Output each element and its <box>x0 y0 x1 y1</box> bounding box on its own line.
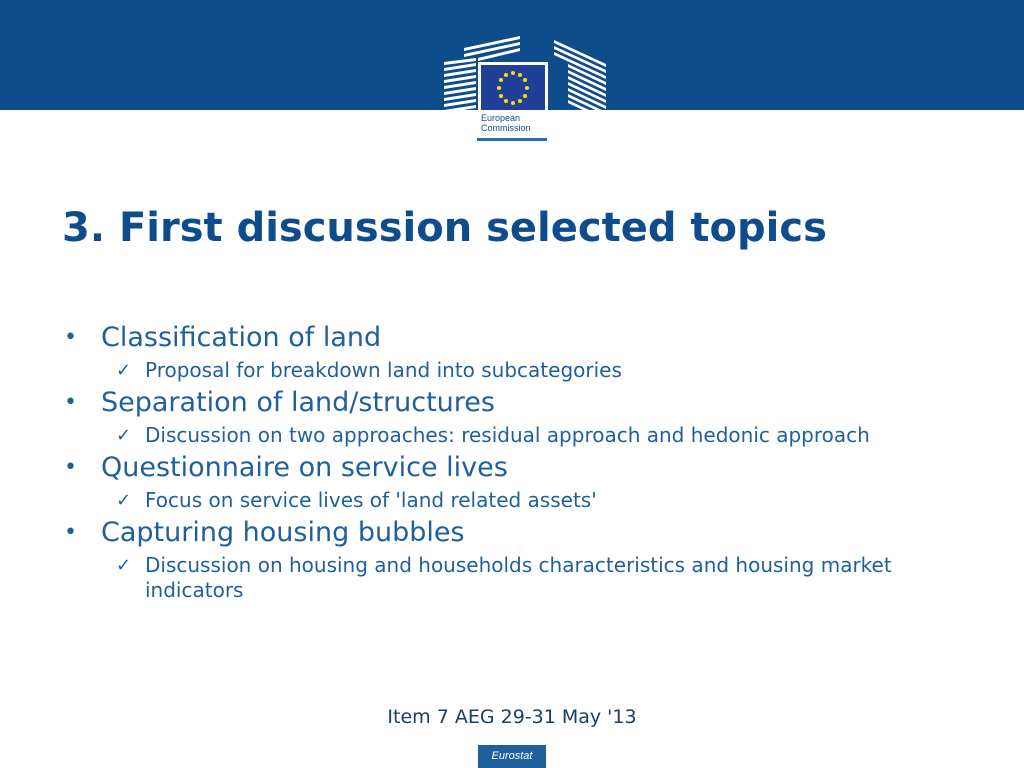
sub-bullet-list <box>101 553 962 603</box>
sub-bullet-list <box>101 423 962 448</box>
bullet-item <box>62 450 962 513</box>
bullet-item <box>62 320 962 383</box>
bullet-dot-icon: • <box>64 390 77 415</box>
european-commission-logo <box>444 34 606 146</box>
sub-bullet-text: Proposal for breakdown land into subcategories <box>145 358 622 382</box>
bullet-item <box>62 385 962 448</box>
bullet-text: Separation of land/structures <box>101 387 495 418</box>
sub-bullet-item <box>101 358 925 383</box>
bullet-dot-icon: • <box>64 325 77 350</box>
slide-title: 3. First discussion selected topics <box>62 205 827 251</box>
bullet-dot-icon: • <box>64 455 77 480</box>
bullet-dot-icon: • <box>64 520 77 545</box>
eurostat-tab: Eurostat <box>478 745 546 768</box>
sub-bullet-text: Focus on service lives of 'land related assets' <box>145 488 597 512</box>
sub-bullet-text: Discussion on housing and households characteristics and housing market indicators <box>145 553 892 602</box>
sub-bullet-item <box>101 553 925 603</box>
bullet-text: Classification of land <box>101 322 382 353</box>
sub-bullet-item <box>101 488 925 513</box>
sub-bullet-item <box>101 423 925 448</box>
logo-line-european: European <box>481 113 521 123</box>
logo-text <box>481 113 561 133</box>
sub-bullet-list <box>101 488 962 513</box>
checkmark-icon: ✓ <box>116 360 132 381</box>
checkmark-icon: ✓ <box>116 555 132 576</box>
sub-bullet-text: Discussion on two approaches: residual approach and hedonic approach <box>145 423 870 447</box>
footer-text: Item 7 AEG 29-31 May '13 <box>387 706 637 728</box>
logo-line-commission: Commission <box>481 123 531 133</box>
checkmark-icon: ✓ <box>116 490 132 511</box>
checkmark-icon: ✓ <box>116 425 132 446</box>
bullet-list <box>62 320 962 603</box>
bullet-text: Capturing housing bubbles <box>101 517 465 548</box>
bullet-item <box>62 515 962 603</box>
sub-bullet-list <box>101 358 962 383</box>
bullet-text: Questionnaire on service lives <box>101 452 508 483</box>
logo-underline <box>477 138 547 141</box>
